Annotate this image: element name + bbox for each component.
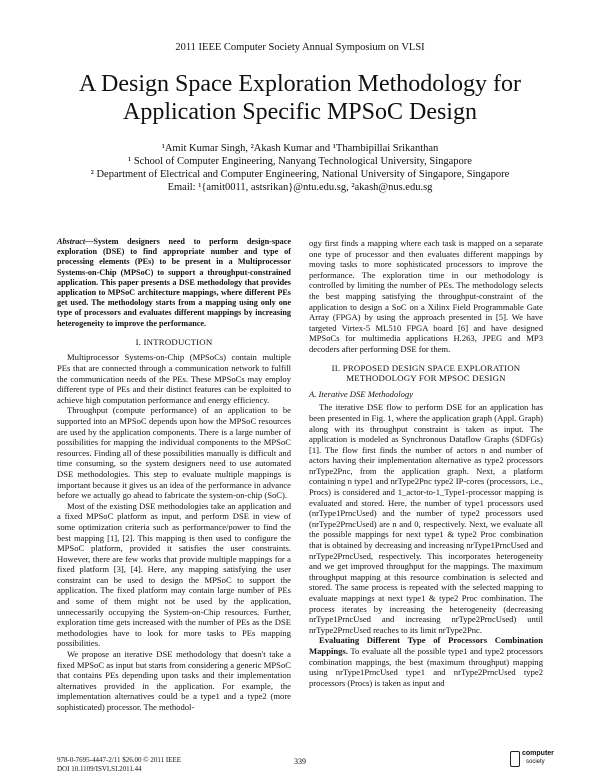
footer-doi: DOI 10.1109/ISVLSI.2011.44 (57, 764, 142, 773)
conference-header: 2011 IEEE Computer Society Annual Symposium on VLSI (175, 42, 425, 53)
dse-paragraph-1: The iterative DSE flow to perform DSE for an application has been presented in Fig. 1, where the application graph (Appl. Graph) along with its throughput constraint is taken as input. The application is modeled as Synchronous Dataflow Graphs (SDFGs) [1]. The flow first finds the number of actors n and number of actors having their implementation alternative as type2 processors nrType2Pnc, from the application graph. Next, a platform containing n type1 and nrType2Pnc type2 IP-cores (processors, i.e., Procs) is considered and 1_actor-to-1_Type1-processor mapping is evaluated and stored. Here, the number of type1 processors used (nrType1PrncUsed) and the number of type2 processors used (nrType2PrncUsed) are n and 0, respectively. Next, we evaluate all the possible mappings for next type1 & type2 Proc combination that is obtained by decreasing and increasing nrType1PrncUsed and nrType2PrncUsed, respectively. This incorporates heterogeneity and we get improved throughput for the mappings. The maximum throughput mapping at this resource combination is selected and stored. The same process is repeated with the selected mapping to evaluate mappings at next type1 & type2 Proc combination. The process iterates by increasing the heterogeneity (decreasing nrType1PrncUsed and increasing nrType2PrncUsed) until nrType2PrncUsed reaches to its limit nrType2Pnc. (309, 402, 543, 635)
section-2-title-line-2: METHODOLOGY FOR MPSOC DESIGN (346, 373, 506, 384)
title-line-2: Application Specific MPSoC Design (123, 99, 477, 125)
title-line-1: A Design Space Exploration Methodology for (79, 71, 521, 97)
abstract-text: —System designers need to perform design-space exploration (DSE) to find appropriate number and type of processing elements (PEs) to be present in a Multiprocessor Systems-on-Chip (MPSoC) to support a throughput-constrained application. This paper presents a DSE methodology that provides application to MPSoC architecture mappings, where different PEs get used. The methodology starts from a mapping using only one type of processors and evaluates different mappings by increasing heterogeneity to improve the performance. (57, 237, 291, 328)
intro-paragraph-2: Throughput (compute performance) of an application to be supported into an MPSoC depends upon how the MPSoC resources are used by the application components. There is a large number of possibilities for mapping the individual components to the MPSoC resources. Finding all of these possibilities manually is difficult and time consuming, so the system designers need to use automated DSE methodologies. This step to evaluate multiple mappings is important because it gives us an idea of the performance in advance before we actually go ahead to fabricate the system-on-chip (SoC). (57, 405, 291, 501)
dse-paragraph-2 (309, 635, 543, 688)
footer-isbn: 978-0-7695-4447-2/11 $26.00 © 2011 IEEE (57, 756, 181, 764)
section-2-title-line-1: II. PROPOSED DESIGN SPACE EXPLORATION (331, 362, 521, 373)
author-names: ¹Amit Kumar Singh, ²Akash Kumar and ¹Thambipillai Srikanthan (161, 143, 439, 154)
computer-society-logo-icon (510, 751, 520, 767)
intro-paragraph-1: Multiprocessor Systems-on-Chip (MPSoCs) contain multiple PEs that are connected through a communication network to fulfill the communication needs of the PEs. These MPSoCs may employ different type of PEs and their distinct features can be exploited to achieve high computation performance and energy efficiency. (57, 352, 291, 405)
section-1-title: I. INTRODUCTION (135, 336, 213, 347)
logo-text-computer: computer (522, 750, 554, 757)
left-column (57, 237, 291, 713)
subsection-2a-title: A. Iterative DSE Methodology (309, 388, 414, 399)
author-emails: Email: ¹{amit0011, astsrikan}@ntu.edu.sg, ²akash@nus.edu.sg (167, 182, 433, 193)
intro-paragraph-4: We propose an iterative DSE methodology that doesn't take a fixed MPSoC as input but starts from considering a generic MPSoC that contains PEs depending upon tasks and their implementation alternatives provided in the application. For example, the implementation alternatives could be a type1 and a type2 (more sophisticated) processor. The methodol- (57, 649, 291, 713)
author-block (30, 142, 570, 194)
abstract (57, 237, 291, 329)
intro-paragraph-3: Most of the existing DSE methodologies take an application and a fixed MPSoC platform as input, and perform DSE in view of some optimization criteria such as performance/power to find the best mapping [1], [2]. This mapping is then used to configure the MPSoC platform, provided it satisfies the user constraints. However, there are few works that provide multiple mappings for a fixed platform [3], [4]. Here, any mapping satisfying the user constraint can be used to design the MPSoC to support the application. The fixed platform may contain large number of PEs and some of them might not be used by the application, unnecessarily occupying the System-on-Chip resources. Further, exploration time gets increased with the number of PEs as the DSE methodologies have to look for more tasks to PEs mapping possibilities. (57, 500, 291, 649)
paper-title (40, 70, 560, 126)
dse-paragraph-2-heading: Evaluating Different Type of Processors Combination Mappings. (309, 635, 543, 656)
page-number: 339 (294, 757, 306, 766)
abstract-lead: Abstract (57, 237, 86, 246)
right-column (309, 238, 543, 688)
computer-society-logo (510, 748, 560, 770)
section-2-title (309, 363, 543, 384)
affiliation-2: ² Department of Electrical and Computer Engineering, National University of Singapore, Singapore (90, 169, 510, 180)
affiliation-1: ¹ School of Computer Engineering, Nanyang Technological University, Singapore (128, 156, 472, 167)
dse-paragraph-2-body: To evaluate all the possible type1 and type2 processors combination mappings, the best (maximum throughput) mapping using nrType1PrncUsed type1 and nrType2PrncUsed type2 processors (Procs) is taken as input and (309, 645, 543, 688)
intro-paragraph-4-continued: ogy first finds a mapping where each task is mapped on a separate one type of processor and then evaluates different mappings by moving tasks to more sophisticated processors to improve the performance. The exploration time in our methodology is controlled by limiting the number of PEs. The methodology selects the best mapping satisfying the throughput-constraint of the application to design a SoC on a Xilinx Field Programmable Gate Array (FPGA) by using the approach presented in [5]. We have targeted Virtex-5 ML510 FPGA board [6] and have designed MPSoCs for multimedia applications H.263, JPEG and MP3 decoders after performing DSE for them. (309, 238, 543, 354)
logo-text-society: society (526, 759, 545, 765)
